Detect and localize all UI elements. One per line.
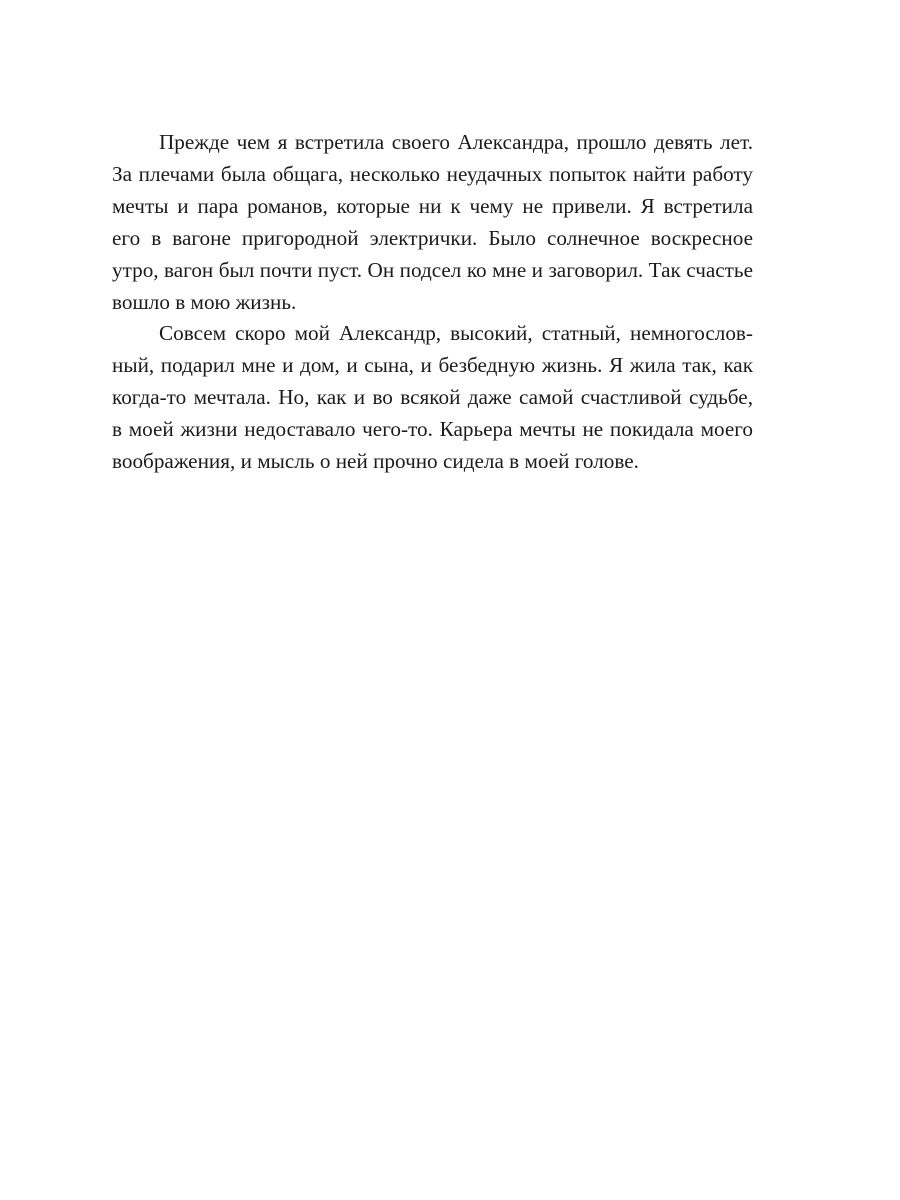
text-line: За плечами была общага, несколько неудачных попыток найти работу [112, 161, 753, 186]
text-line: утро, вагон был почти пуст. Он подсел ко мне и заговорил. Так счастье [112, 257, 753, 282]
text-line: в моей жизни недоставало чего-то. Карьера мечты не покидала моего [112, 417, 753, 442]
text-line: Совсем скоро мой Александр, высокий, статный, немногослов- [159, 321, 753, 346]
paragraph-1 [112, 127, 753, 318]
text-line: мечты и пара романов, которые ни к чему не привели. Я встретила [112, 193, 753, 218]
text-line: Прежде чем я встретила своего Александра, прошло девять лет. [159, 130, 753, 154]
text-line: ный, подарил мне и дом, и сына, и безбедную жизнь. Я жила так, как [112, 353, 753, 378]
text-line: его в вагоне пригородной электрички. Было солнечное воскресное [112, 225, 753, 250]
body-text [112, 127, 753, 478]
text-line: воображения, и мысль о ней прочно сидела в моей голове. [112, 449, 639, 474]
text-line: вошло в мою жизнь. [112, 289, 297, 314]
paragraph-2 [112, 318, 753, 478]
text-line: когда-то мечтала. Но, как и во всякой даже самой счастливой судьбе, [112, 385, 753, 410]
